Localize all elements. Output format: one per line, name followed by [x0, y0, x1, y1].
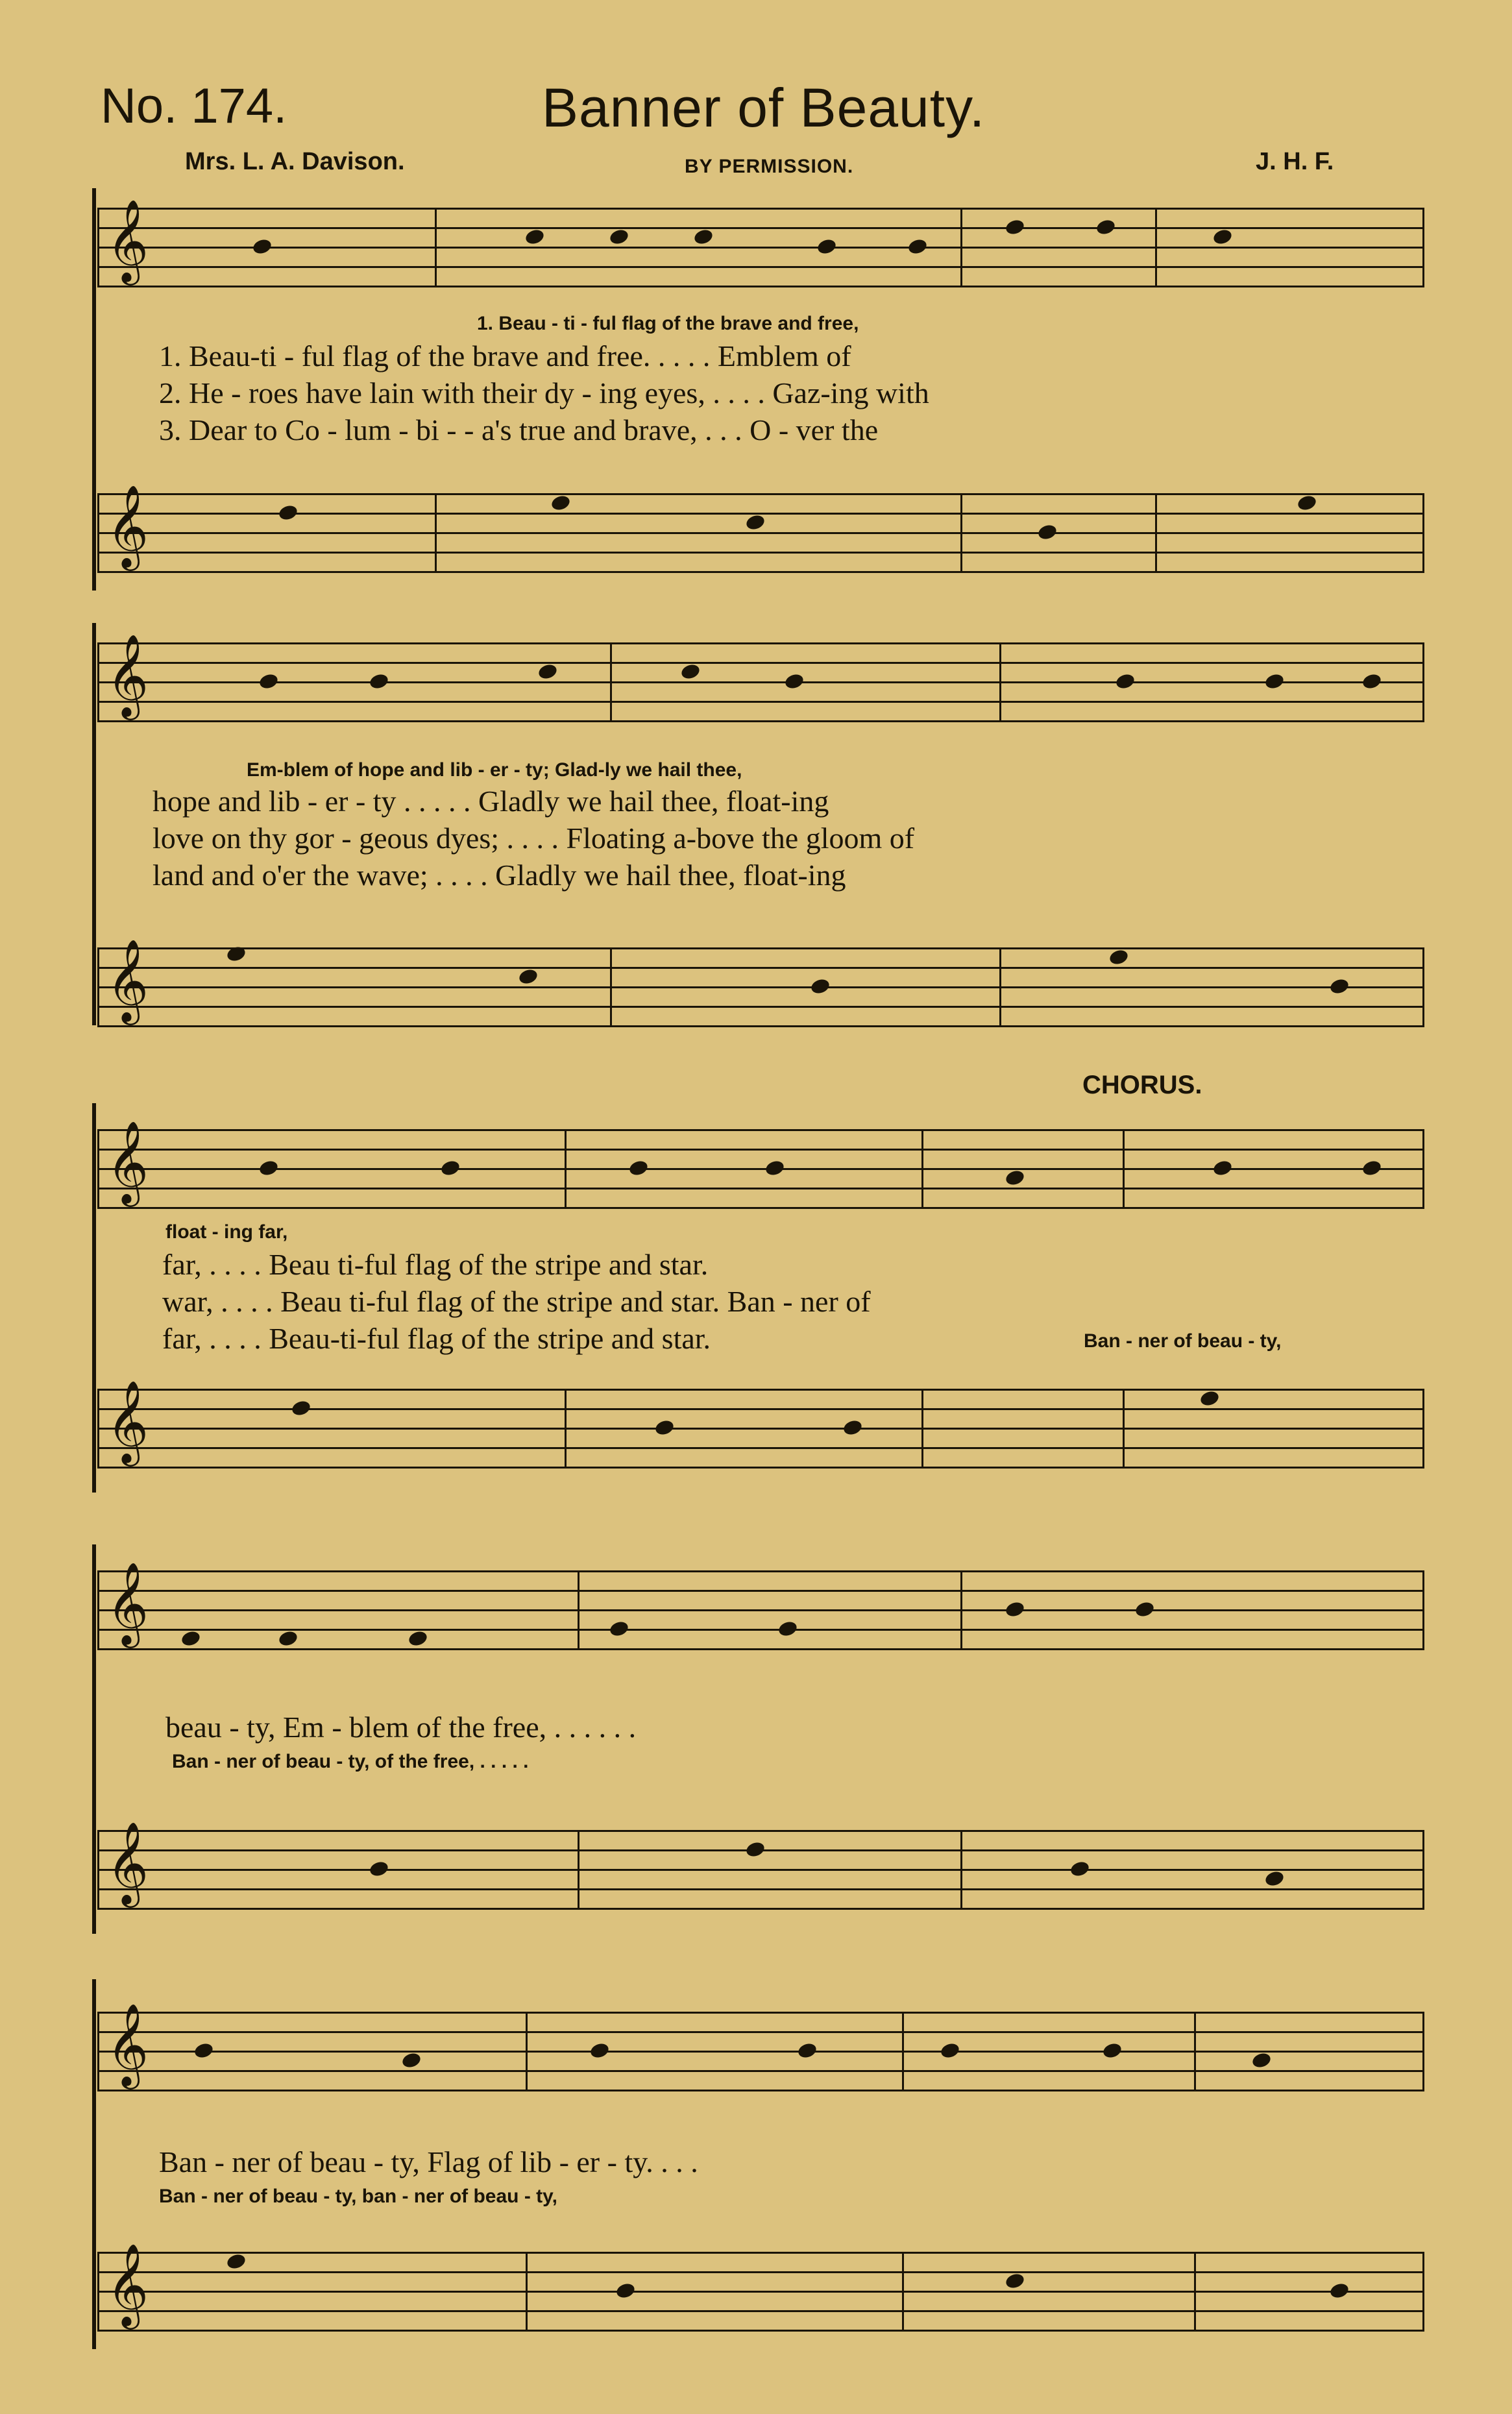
verse-3-lyric: 3. Dear to Co - lum - bi - - a's true and brave, . . . O - ver the [159, 413, 879, 446]
note [764, 1159, 785, 1177]
note [842, 1419, 863, 1437]
note [1263, 672, 1285, 690]
note [258, 672, 279, 690]
note [439, 1159, 461, 1177]
treble-clef-icon: 𝄞 [106, 1821, 149, 1904]
verse-2-lyric: love on thy gor - geous dyes; . . . . Floating a-bove the gloom of [152, 822, 915, 855]
note [692, 228, 714, 246]
note [1004, 2272, 1025, 2290]
verse-3-lyric: far, . . . . Beau-ti-ful flag of the stripe and star. [162, 1322, 711, 1355]
note [1212, 228, 1233, 246]
verse-3-lyric: land and o'er the wave; . . . . Gladly we hail thee, float-ing [152, 859, 846, 892]
note [407, 1629, 428, 1648]
bass-cue-lyric: Ban - ner of beau - ty, [1084, 1330, 1282, 1352]
system-brace [92, 623, 96, 1025]
treble-staff [97, 2003, 1424, 2090]
page-header [0, 0, 1512, 182]
note [939, 2042, 960, 2060]
note [1250, 2051, 1272, 2069]
treble-staff [97, 1120, 1424, 1207]
treble-clef-icon: 𝄞 [106, 2003, 149, 2086]
lyricist: Mrs. L. A. Davison. [185, 148, 405, 175]
treble-clef-icon: 𝄞 [106, 633, 149, 716]
chorus-label: CHORUS. [1082, 1071, 1202, 1099]
hymn-number: No. 174. [101, 79, 287, 134]
note [907, 238, 928, 256]
system-brace [92, 1544, 96, 1934]
treble-staff [97, 1561, 1424, 1648]
refrain-lyric: beau - ty, Em - blem of the free, . . . . . . [165, 1711, 637, 1744]
note [368, 1860, 389, 1878]
note [1328, 2282, 1350, 2300]
note [550, 494, 571, 512]
bass-cue-lyric: Ban - ner of beau - ty, of the free, . . . . . [172, 1751, 529, 1772]
note [1004, 218, 1025, 236]
note [1212, 1159, 1233, 1177]
note [1328, 977, 1350, 995]
note [524, 228, 545, 246]
note [809, 977, 831, 995]
treble-staff [97, 633, 1424, 720]
note [1036, 523, 1058, 541]
treble-staff [97, 199, 1424, 286]
note [628, 1159, 649, 1177]
note [277, 504, 299, 522]
verse-1-lyric: 1. Beau-ti - ful flag of the brave and free. . . . . Emblem of [159, 339, 851, 372]
note [277, 1629, 299, 1648]
note [816, 238, 837, 256]
note [400, 2051, 422, 2069]
note [608, 228, 629, 246]
treble-clef-icon: 𝄞 [106, 199, 149, 282]
verse-1-lyric: far, . . . . Beau ti-ful flag of the stripe and star. [162, 1248, 709, 1281]
bass-staff [97, 484, 1424, 571]
note [1361, 672, 1382, 690]
treble-clef-icon: 𝄞 [106, 1120, 149, 1203]
note [225, 2252, 247, 2271]
note [180, 1629, 201, 1648]
verse-2-lyric: 2. He - roes have lain with their dy - ing eyes, . . . . Gaz-ing with [159, 376, 929, 409]
note [1101, 2042, 1123, 2060]
verse-1-lyric: hope and lib - er - ty . . . . . Gladly we hail thee, float-ing [152, 785, 829, 818]
permission-note: BY PERMISSION. [685, 156, 854, 177]
system-brace [92, 188, 96, 591]
note [258, 1159, 279, 1177]
bass-staff [97, 2243, 1424, 2330]
note [777, 1620, 798, 1638]
note [537, 663, 558, 681]
treble-clef-icon: 𝄞 [106, 1380, 149, 1463]
note [1114, 672, 1136, 690]
system-brace [92, 1103, 96, 1493]
note [608, 1620, 629, 1638]
note [744, 1840, 766, 1859]
bass-staff [97, 1380, 1424, 1467]
note [744, 513, 766, 531]
treble-clef-icon: 𝄞 [106, 484, 149, 567]
composer: J. H. F. [1256, 148, 1334, 175]
note [1134, 1600, 1155, 1618]
note [1004, 1600, 1025, 1618]
note [1004, 1169, 1025, 1187]
alto-cue-lyric: float - ing far, [165, 1221, 288, 1243]
alto-cue-lyric: 1. Beau - ti - ful flag of the brave and free, [477, 313, 859, 334]
alto-cue-lyric: Em-blem of hope and lib - er - ty; Glad-ly we hail thee, [247, 759, 742, 781]
hymn-title: Banner of Beauty. [542, 77, 986, 138]
note [1108, 948, 1129, 966]
system-brace [92, 1979, 96, 2349]
note [517, 968, 539, 986]
note [193, 2042, 214, 2060]
bass-staff [97, 938, 1424, 1025]
note [783, 672, 805, 690]
note [589, 2042, 610, 2060]
treble-clef-icon: 𝄞 [106, 938, 149, 1021]
bass-staff [97, 1821, 1424, 1908]
note [251, 238, 273, 256]
refrain-lyric: Ban - ner of beau - ty, Flag of lib - er - ty. . . . [159, 2145, 698, 2178]
bass-cue-lyric: Ban - ner of beau - ty, ban - ner of beau - ty, [159, 2186, 557, 2207]
note [290, 1399, 311, 1417]
note [1361, 1159, 1382, 1177]
verse-2-lyric: war, . . . . Beau ti-ful flag of the stripe and star. Ban - ner of [162, 1285, 871, 1318]
treble-clef-icon: 𝄞 [106, 1561, 149, 1644]
note [796, 2042, 818, 2060]
note [615, 2282, 636, 2300]
note [1263, 1870, 1285, 1888]
note [1296, 494, 1317, 512]
note [1069, 1860, 1090, 1878]
note [653, 1419, 675, 1437]
note [368, 672, 389, 690]
note [679, 663, 701, 681]
treble-clef-icon: 𝄞 [106, 2243, 149, 2326]
note [1199, 1389, 1220, 1408]
note [1095, 218, 1116, 236]
